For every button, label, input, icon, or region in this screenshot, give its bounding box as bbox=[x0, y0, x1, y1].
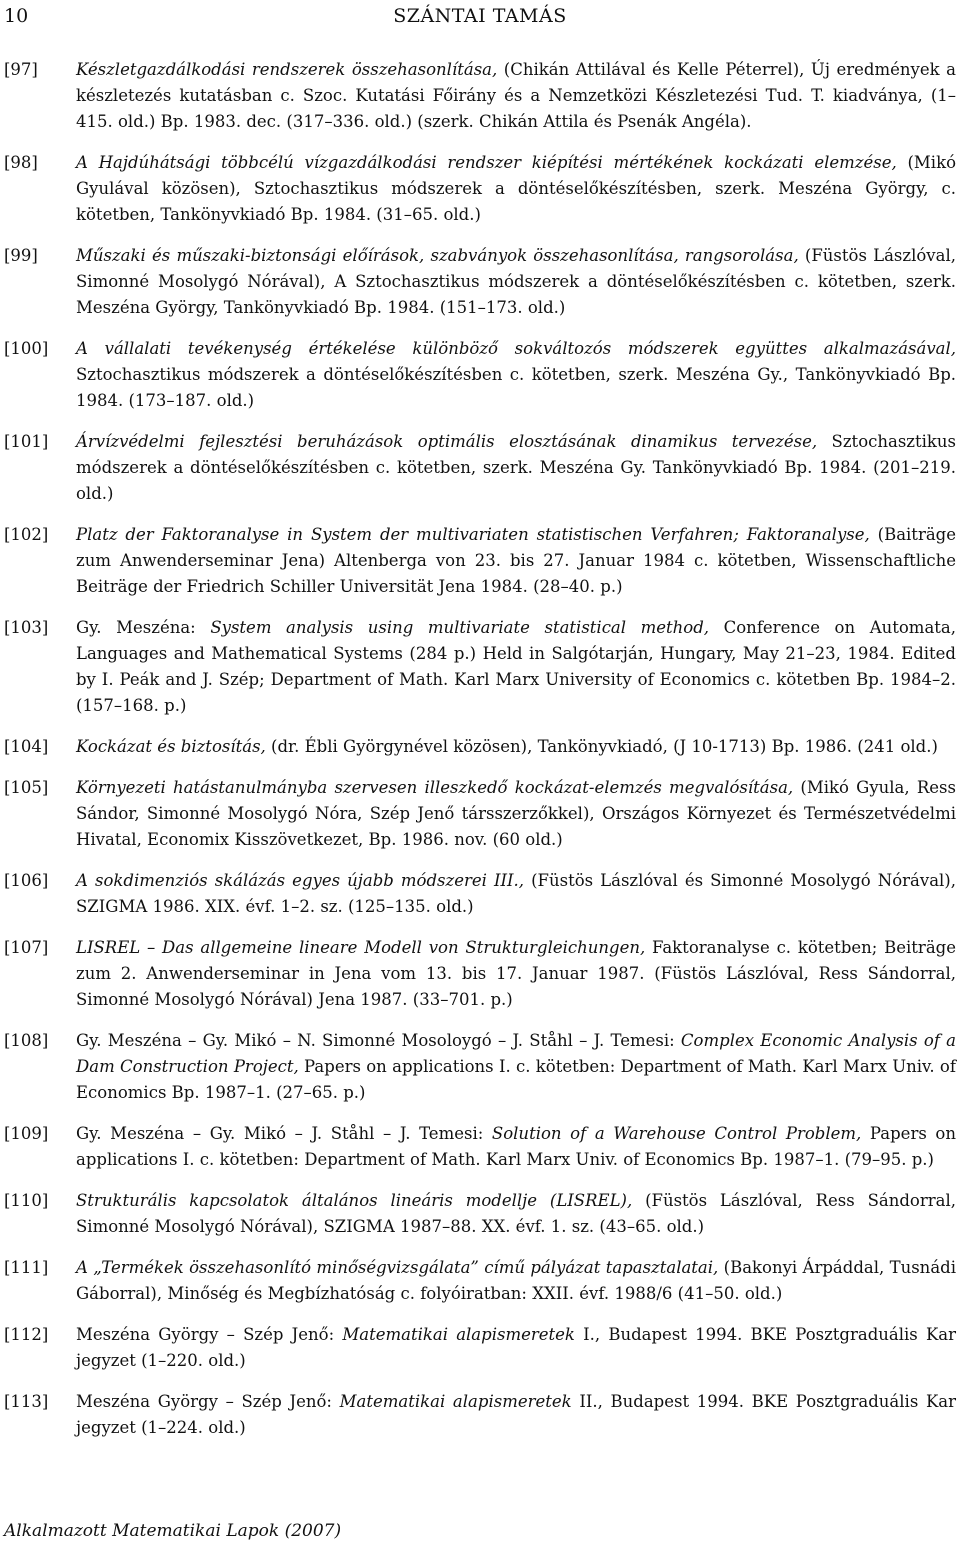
reference-title: A Hajdúhátsági többcélú vízgazdálkodási rendszer kiépítési mértékének kockázati elemzése, bbox=[76, 153, 897, 172]
reference-number: [101] bbox=[4, 432, 49, 451]
reference-authors: Gy. Meszéna – Gy. Mikó – N. Simonné Mosoloygó – J. Ståhl – J. Temesi: bbox=[76, 1031, 681, 1050]
reference-details: (Mikó Gyulával közösen), Sztochasztikus módszerek a döntéselőkészítésben, szerk. Meszéna György, c. kötetben, Tankönyvkiadó Bp. 1984. (31–65. old.) bbox=[76, 153, 957, 224]
reference-number: [103] bbox=[4, 618, 49, 637]
reference-text bbox=[76, 1322, 956, 1374]
reference-item bbox=[0, 1028, 960, 1106]
reference-details: Sztochasztikus módszerek a döntéselőkészítésben c. kötetben, szerk. Meszéna Gy. Tankönyvkiadó Bp. 1984. (201–219. old.) bbox=[76, 432, 956, 503]
reference-title: Platz der Faktoranalyse in System der multivariaten statistischen Verfahren; Faktoranalyse, bbox=[76, 525, 870, 544]
reference-item bbox=[0, 150, 960, 228]
reference-text bbox=[76, 1255, 956, 1307]
reference-details: (Füstös Lászlóval, Ress Sándorral, Simonné Mosolygó Nórával), SZIGMA 1987–88. XX. évf. 1. sz. (43–65. old.) bbox=[76, 1191, 956, 1236]
reference-number: [109] bbox=[4, 1124, 49, 1143]
reference-text bbox=[76, 336, 956, 414]
running-head: SZÁNTAI TAMÁS bbox=[393, 5, 567, 27]
reference-title: Complex Economic Analysis of a Dam Construction Project, bbox=[76, 1031, 956, 1076]
reference-details: (Baiträge zum Anwenderseminar Jena) Altenberga von 23. bis 27. Januar 1984 c. kötetben, Wissenschaftliche Beiträge der Friedrich Schiller Universität Jena 1984. (28–40. p.) bbox=[76, 525, 956, 596]
reference-item bbox=[0, 1322, 960, 1374]
reference-item bbox=[0, 1255, 960, 1307]
reference-number: [102] bbox=[4, 525, 49, 544]
page-number: 10 bbox=[4, 5, 29, 27]
reference-text bbox=[76, 615, 956, 719]
reference-number: [105] bbox=[4, 778, 49, 797]
reference-details: I., Budapest 1994. BKE Posztgraduális Kar jegyzet (1–220. old.) bbox=[76, 1325, 957, 1370]
reference-title: LISREL – Das allgemeine lineare Modell von Strukturgleichungen, bbox=[76, 938, 646, 957]
reference-title: Készletgazdálkodási rendszerek összehasonlítása, bbox=[76, 60, 498, 79]
reference-text bbox=[76, 243, 956, 321]
reference-authors: Meszéna György – Szép Jenő: bbox=[76, 1325, 343, 1344]
reference-title: Környezeti hatástanulmányba szervesen illeszkedő kockázat-elemzés megvalósítása, bbox=[76, 778, 794, 797]
reference-title: A vállalati tevékenység értékelése különböző sokváltozós módszerek együttes alkalmazásával, bbox=[76, 339, 956, 358]
reference-text bbox=[76, 935, 956, 1013]
reference-item bbox=[0, 1188, 960, 1240]
reference-number: [99] bbox=[4, 246, 38, 265]
reference-authors: Meszéna György – Szép Jenő: bbox=[76, 1392, 340, 1411]
reference-title: Kockázat és biztosítás, bbox=[76, 737, 266, 756]
reference-text bbox=[76, 868, 956, 920]
reference-details: (Mikó Gyula, Ress Sándor, Simonné Mosolygó Nóra, Szép Jenő társszerzőkkel), Országos Környezet és Természetvédelmi Hivatal, Economix Kisszövetkezet, Bp. 1986. nov. (60 old.) bbox=[76, 778, 956, 849]
reference-text bbox=[76, 1389, 956, 1441]
reference-text bbox=[76, 57, 956, 135]
reference-title: Matematikai alapismeretek bbox=[342, 1325, 575, 1344]
reference-authors: Gy. Meszéna – Gy. Mikó – J. Ståhl – J. Temesi: bbox=[76, 1124, 492, 1143]
reference-text bbox=[76, 150, 956, 228]
reference-text bbox=[76, 429, 956, 507]
reference-number: [107] bbox=[4, 938, 49, 957]
reference-title: Műszaki és műszaki-biztonsági előírások, szabványok összehasonlítása, rangsorolása, bbox=[76, 246, 799, 265]
reference-item bbox=[0, 935, 960, 1013]
reference-title: Árvízvédelmi fejlesztési beruházások optimális elosztásának dinamikus tervezése, bbox=[76, 432, 818, 451]
reference-details: II., Budapest 1994. BKE Posztgraduális Kar jegyzet (1–224. old.) bbox=[76, 1392, 956, 1437]
reference-number: [110] bbox=[4, 1191, 49, 1210]
reference-details: (Füstös Lászlóval, Simonné Mosolygó Nórával), A Sztochasztikus módszerek a döntéselőkészítésben c. kötetben, szerk. Meszéna György, Tankönyvkiadó Bp. 1984. (151–173. old.) bbox=[76, 246, 956, 317]
reference-number: [108] bbox=[4, 1031, 49, 1050]
reference-list bbox=[0, 57, 960, 1456]
reference-item bbox=[0, 522, 960, 600]
reference-text bbox=[76, 1028, 956, 1106]
reference-title: Matematikai alapismeretek bbox=[339, 1392, 572, 1411]
reference-text bbox=[76, 1121, 956, 1173]
reference-text bbox=[76, 775, 956, 853]
reference-item bbox=[0, 868, 960, 920]
reference-title: A sokdimenziós skálázás egyes újabb módszerei III., bbox=[76, 871, 525, 890]
reference-details: (Chikán Attilával és Kelle Péterrel), Új eredmények a készletezés kutatásban c. Szoc. Kutatási Főirány és a Nemzetközi Készletezési Tud. T. kiadványa, (1–415. old.) Bp. 1983. dec. (317–336. old.) (szerk. Chikán Attila és Psenák Angéla). bbox=[76, 60, 957, 131]
reference-number: [100] bbox=[4, 339, 49, 358]
reference-title: Solution of a Warehouse Control Problem, bbox=[491, 1124, 862, 1143]
reference-item bbox=[0, 1121, 960, 1173]
reference-item bbox=[0, 734, 960, 760]
reference-number: [112] bbox=[4, 1325, 49, 1344]
reference-title: System analysis using multivariate statistical method, bbox=[210, 618, 710, 637]
reference-text bbox=[76, 734, 956, 760]
reference-number: [104] bbox=[4, 737, 49, 756]
reference-item bbox=[0, 615, 960, 719]
reference-details: Faktoranalyse c. kötetben; Beiträge zum 2. Anwenderseminar in Jena vom 13. bis 17. Januar 1987. (Füstös Lászlóval, Ress Sándorral, Simonné Mosolygó Nórával) Jena 1987. (33–701. p.) bbox=[76, 938, 956, 1009]
reference-number: [111] bbox=[4, 1258, 49, 1277]
journal-footer: Alkalmazott Matematikai Lapok (2007) bbox=[4, 1521, 342, 1541]
reference-item bbox=[0, 775, 960, 853]
reference-number: [98] bbox=[4, 153, 38, 172]
reference-details: Papers on applications I. c. kötetben: Department of Math. Karl Marx Univ. of Economics Bp. 1987–1. (79–95. p.) bbox=[76, 1124, 956, 1169]
reference-item bbox=[0, 57, 960, 135]
reference-number: [106] bbox=[4, 871, 49, 890]
reference-authors: Gy. Meszéna: bbox=[76, 618, 211, 637]
reference-item bbox=[0, 429, 960, 507]
reference-details: Sztochasztikus módszerek a döntéselőkészítésben c. kötetben, szerk. Meszéna Gy., Tankönyvkiadó Bp. 1984. (173–187. old.) bbox=[76, 365, 956, 410]
reference-title: Strukturális kapcsolatok általános lineáris modellje (LISREL), bbox=[76, 1191, 633, 1210]
reference-details: Papers on applications I. c. kötetben: Department of Math. Karl Marx Univ. of Economics Bp. 1987–1. (27–65. p.) bbox=[76, 1057, 956, 1102]
reference-item bbox=[0, 243, 960, 321]
reference-text bbox=[76, 522, 956, 600]
reference-number: [113] bbox=[4, 1392, 49, 1411]
reference-details: Conference on Automata, Languages and Mathematical Systems (284 p.) Held in Salgótarján, Hungary, May 21–23, 1984. Edited by I. Peák and J. Szép; Department of Math. Karl Marx University of Economics c. kötetben Bp. 1984–2. (157–168. p.) bbox=[76, 618, 956, 715]
reference-details: (dr. Ébli Györgynével közösen), Tankönyvkiadó, (J 10-1713) Bp. 1986. (241 old.) bbox=[265, 737, 938, 756]
reference-details: (Füstös Lászlóval és Simonné Mosolygó Nórával), SZIGMA 1986. XIX. évf. 1–2. sz. (125–135. old.) bbox=[76, 871, 956, 916]
reference-title: A „Termékek összehasonlító minőségvizsgálata” című pályázat tapasztalatai, bbox=[76, 1258, 719, 1277]
reference-number: [97] bbox=[4, 60, 38, 79]
reference-details: (Bakonyi Árpáddal, Tusnádi Gáborral), Minőség és Megbízhatóság c. folyóiratban: XXII. évf. 1988/6 (41–50. old.) bbox=[76, 1258, 956, 1303]
reference-item bbox=[0, 1389, 960, 1441]
reference-item bbox=[0, 336, 960, 414]
reference-text bbox=[76, 1188, 956, 1240]
